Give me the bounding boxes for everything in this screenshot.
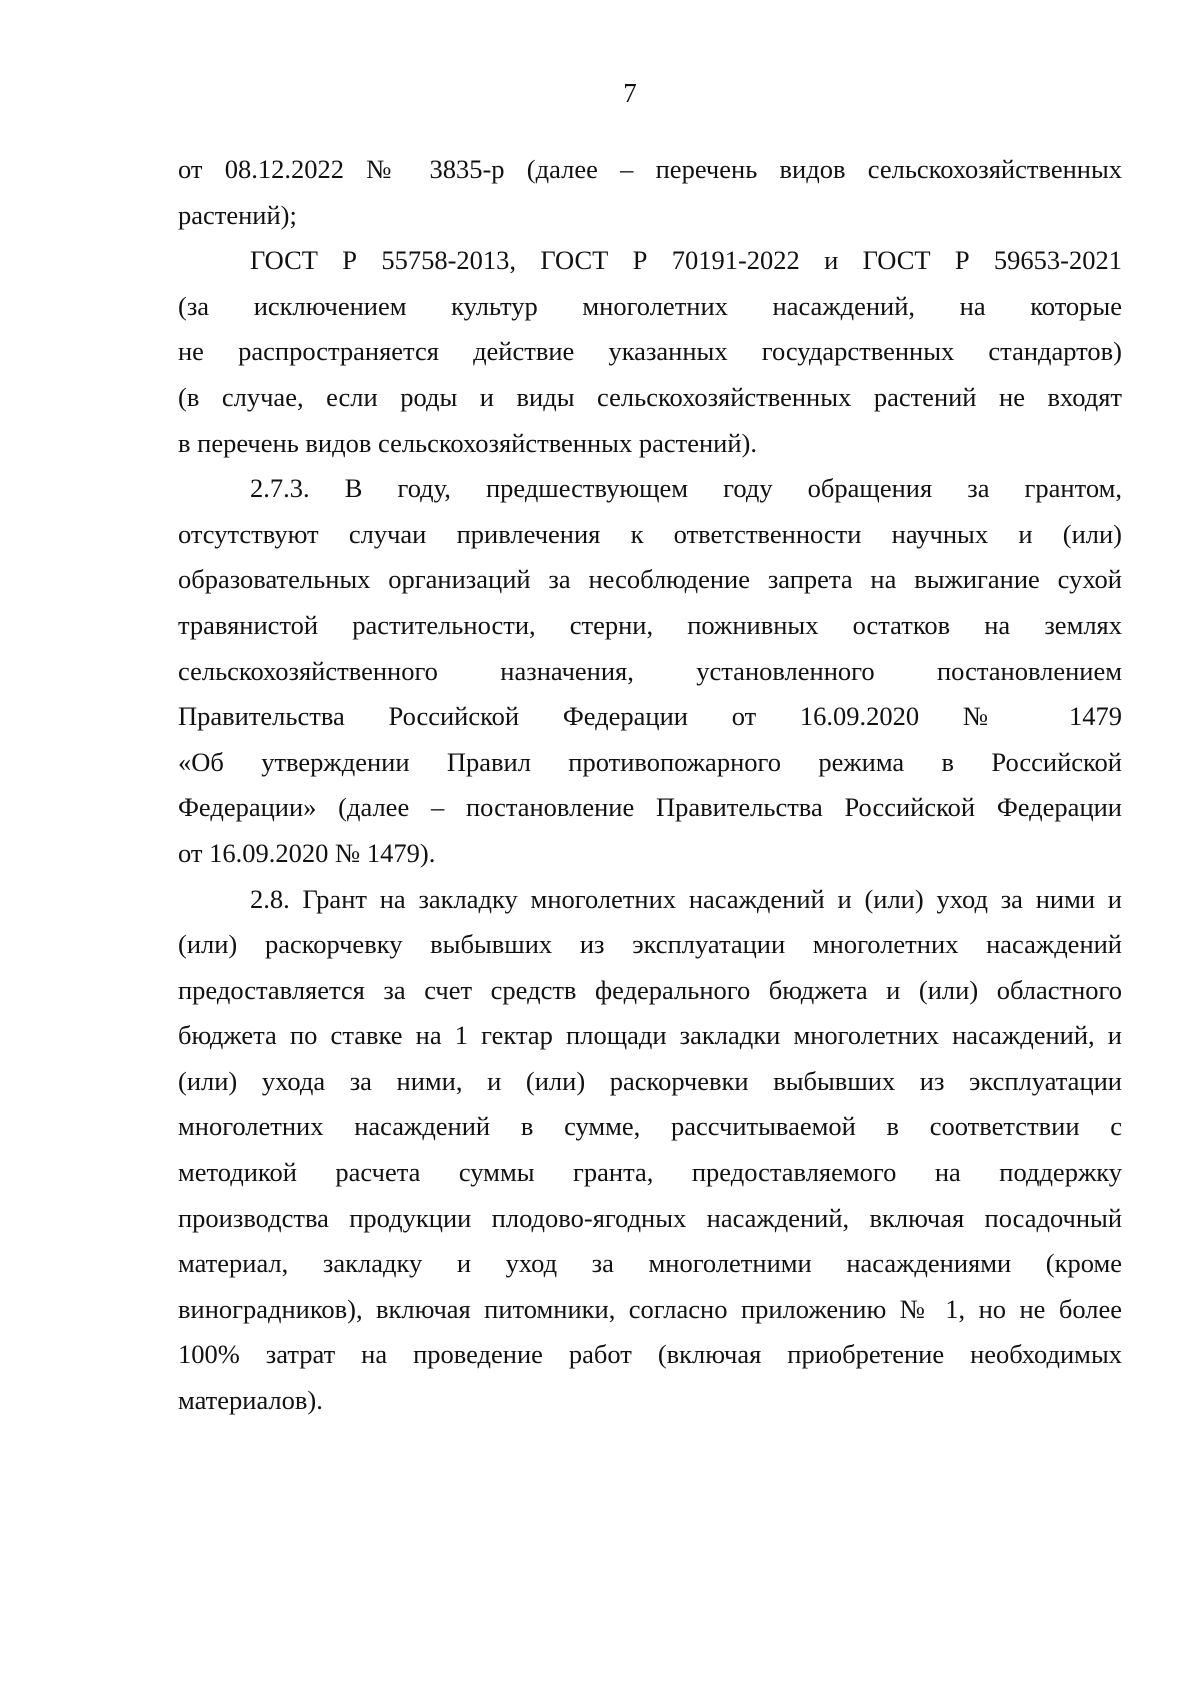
text-line: Федерации» (далее – постановление Правительства Российской Федерации [178,792,1122,823]
text-line: методикой расчета суммы гранта, предоставляемого на поддержку [178,1157,1122,1188]
text-line: растений); [178,199,297,230]
text-line: от 16.09.2020 № 1479). [178,837,436,868]
text-line: не распространяется действие указанных государственных стандартов) [178,336,1122,367]
text-line: сельскохозяйственного назначения, установленного постановлением [178,655,1122,686]
text-line: 2.7.3. В году, предшествующем году обращения за грантом, [250,473,1122,504]
text-line: травянистой растительности, стерни, пожнивных остатков на землях [178,609,1122,640]
text-line: от 08.12.2022 № 3835-р (далее – перечень видов сельскохозяйственных [178,154,1122,184]
text-line: ГОСТ Р 55758-2013, ГОСТ Р 70191-2022 и ГОСТ Р 59653-2021 [250,245,1122,276]
text-line: (или) ухода за ними, и (или) раскорчевки выбывших из эксплуатации [178,1065,1122,1096]
text-line: (или) раскорчевку выбывших из эксплуатации многолетних насаждений [178,929,1122,960]
paragraph-p3 [178,466,1122,876]
paragraph-p2 [178,238,1122,466]
text-line: 100% затрат на проведение работ (включая приобретение необходимых [178,1339,1122,1370]
text-line: Правительства Российской Федерации от 16.09.2020 № 1479 [178,701,1122,732]
text-line: предоставляется за счет средств федерального бюджета и (или) областного [178,974,1122,1005]
text-line: 2.8. Грант на закладку многолетних насаждений и (или) уход за ними и [250,883,1122,914]
text-line: виноградников), включая питомники, согласно приложению № 1, но не более [178,1293,1122,1324]
text-line: образовательных организаций за несоблюдение запрета на выжигание сухой [178,564,1122,595]
page-number: 7 [623,78,637,108]
text-line: производства продукции плодово-ягодных насаждений, включая посадочный [178,1202,1122,1233]
text-line: материал, закладку и уход за многолетними насаждениями (кроме [178,1248,1122,1279]
paragraph-p4 [178,877,1122,1424]
text-line: многолетних насаждений в сумме, рассчитываемой в соответствии с [178,1111,1122,1142]
text-line: «Об утверждении Правил противопожарного режима в Российской [178,746,1122,777]
document-body [178,147,1122,1424]
text-line: (в случае, если роды и виды сельскохозяйственных растений не входят [178,381,1122,412]
text-line: материалов). [178,1385,323,1416]
text-line: (за исключением культур многолетних насаждений, на которые [178,290,1122,321]
text-line: отсутствуют случаи привлечения к ответственности научных и (или) [178,518,1122,549]
text-line: бюджета по ставке на 1 гектар площади закладки многолетних насаждений, и [178,1020,1122,1051]
paragraph-p1 [178,147,1122,238]
text-line: в перечень видов сельскохозяйственных растений). [178,427,757,458]
